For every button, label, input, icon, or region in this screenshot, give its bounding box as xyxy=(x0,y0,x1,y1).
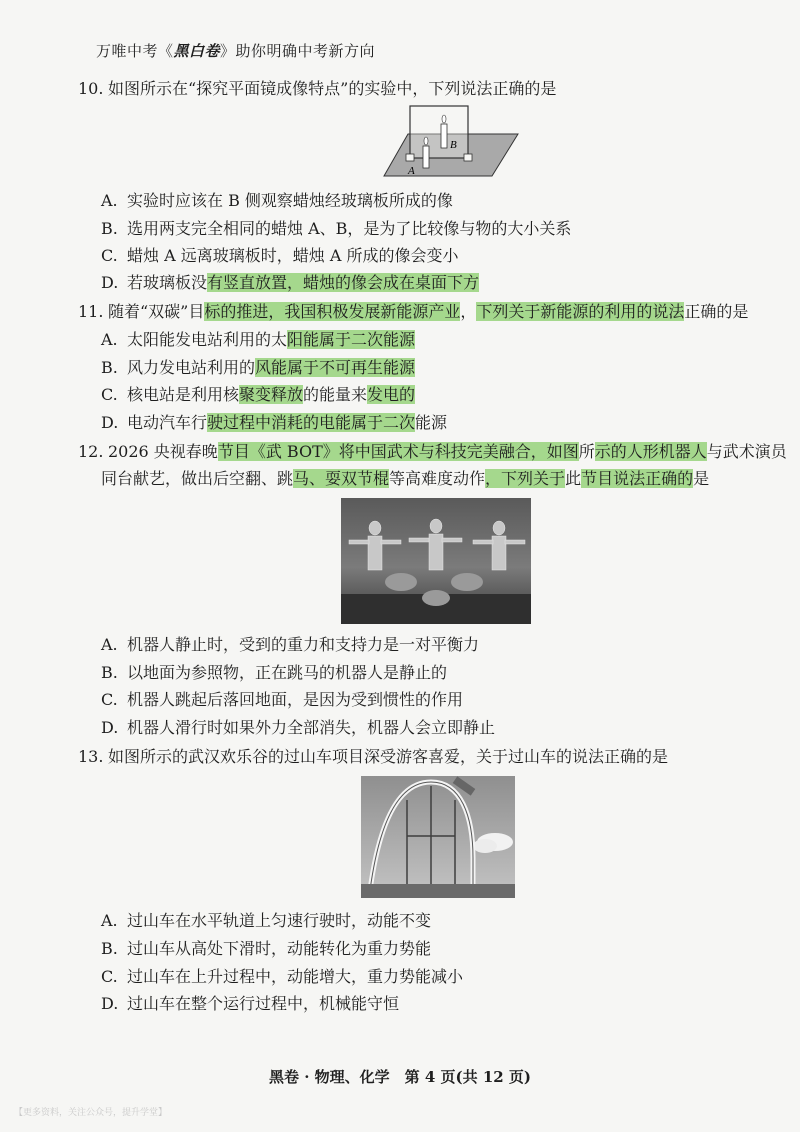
highlighted-text: 示的人形机器人 xyxy=(594,442,707,461)
candle-b xyxy=(441,124,447,148)
candle-a-flame xyxy=(424,137,428,145)
q10-option-d xyxy=(101,270,479,296)
option-text: 的能量来 xyxy=(303,385,368,404)
q13-option-c xyxy=(101,964,463,990)
q11-option-a xyxy=(101,327,415,353)
robot-performance-photo xyxy=(341,498,531,624)
performer-body xyxy=(429,534,443,570)
watermark: 【更多资料，关注公众号，提升学堂】 xyxy=(14,1108,168,1118)
option-text: 蜡烛 A 远离玻璃板时，蜡烛 A 所成的像会变小 xyxy=(127,246,459,265)
question-12-stem-line2 xyxy=(101,466,709,492)
performer-head xyxy=(430,519,442,533)
option-label: B. xyxy=(101,358,118,377)
option-text: 以地面为参照物，正在跳马的机器人是静止的 xyxy=(127,663,448,682)
performer-arm xyxy=(409,538,429,542)
option-text: 电动汽车行 xyxy=(127,413,208,432)
option-text: 能源 xyxy=(415,413,448,432)
glass-plate xyxy=(410,106,468,158)
q10-option-b xyxy=(101,216,571,242)
option-text: 过山车在整个运行过程中，机械能守恒 xyxy=(127,994,400,1013)
page-footer: 黑卷 · 物理、化学 第 4 页(共 12 页) xyxy=(268,1068,532,1086)
plate-stand-left xyxy=(406,154,414,161)
q13-option-a xyxy=(101,908,431,934)
page-header xyxy=(96,40,375,61)
performer-body xyxy=(492,536,506,570)
option-text: 太阳能发电站利用的太 xyxy=(127,330,288,349)
candle-b-flame xyxy=(442,115,446,123)
question-number: 10. xyxy=(78,79,104,98)
header-suffix: 》助你明确中考新方向 xyxy=(220,42,376,60)
plate-stand-right xyxy=(464,154,472,161)
highlighted-text: 聚变释放 xyxy=(239,385,304,404)
highlighted-text: 驶过程中消耗的电能属于二次 xyxy=(207,413,416,432)
candle-a xyxy=(423,146,429,168)
question-number: 13. xyxy=(78,747,104,766)
highlighted-text: 有竖直放置，蜡烛的像会成在桌面下方 xyxy=(207,273,480,292)
highlighted-text: 马、耍双节棍 xyxy=(293,469,390,488)
option-text: 过山车在上升过程中，动能增大，重力势能减小 xyxy=(127,967,464,986)
option-text: 机器人静止时，受到的重力和支持力是一对平衡力 xyxy=(127,635,480,654)
question-text: 同台献艺，做出后空翻、跳 xyxy=(101,469,294,488)
q12-option-c xyxy=(101,687,463,713)
q10-option-a xyxy=(101,188,453,214)
option-label: C. xyxy=(101,385,118,404)
label-a: A xyxy=(408,165,415,177)
highlighted-text: 阳能属于二次能源 xyxy=(287,330,416,349)
robot xyxy=(422,590,450,606)
option-label: B. xyxy=(101,939,118,958)
highlighted-text: 美融合，如图 xyxy=(482,442,579,461)
performer-arm xyxy=(505,540,525,544)
option-label: C. xyxy=(101,246,118,265)
highlighted-text: 标的推进，我国积极发展新能源产业 xyxy=(204,302,461,321)
question-12-stem-line1 xyxy=(78,439,787,465)
question-text: 如图所示在“探究平面镜成像特点”的实验中，下列说法正确的是 xyxy=(108,79,557,98)
highlighted-text: 节目说法正确的 xyxy=(581,469,694,488)
option-label: B. xyxy=(101,219,118,238)
option-label: C. xyxy=(101,690,118,709)
ground-trees xyxy=(361,884,515,898)
option-label: D. xyxy=(101,994,119,1013)
highlighted-text: ，下列关于 xyxy=(485,469,566,488)
q10-option-c xyxy=(101,243,458,269)
option-label: D. xyxy=(101,413,119,432)
question-text: 随着“双碳”目 xyxy=(108,302,205,321)
cloud xyxy=(473,839,497,853)
question-text: 此 xyxy=(565,469,582,488)
question-13-stem xyxy=(78,744,668,770)
question-10-stem xyxy=(78,76,556,102)
q13-option-b xyxy=(101,936,431,962)
option-text: 机器人跳起后落回地面，是因为受到惯性的作用 xyxy=(127,690,464,709)
option-label: B. xyxy=(101,663,118,682)
label-b: B xyxy=(450,139,457,151)
option-label: A. xyxy=(101,191,118,210)
option-text: 过山车从高处下滑时，动能转化为重力势能 xyxy=(127,939,432,958)
q12-option-b xyxy=(101,660,447,686)
option-text: 核电站是利用核 xyxy=(127,385,240,404)
performer-arm xyxy=(473,540,493,544)
question-text: 等高难度动作 xyxy=(389,469,486,488)
highlighted-text: 节目《武 BOT》将中国武术与科技完 xyxy=(217,442,483,461)
q12-option-a xyxy=(101,632,479,658)
question-text: 是 xyxy=(693,469,710,488)
question-number: 11. xyxy=(78,302,104,321)
highlighted-text: 风能属于不可再生能源 xyxy=(255,358,416,377)
performer-arm xyxy=(381,540,401,544)
option-label: A. xyxy=(101,330,118,349)
option-text: 机器人滑行时如果外力全部消失，机器人会立即静止 xyxy=(127,718,496,737)
question-text: 2026 央视春晚 xyxy=(108,442,218,461)
q13-option-d xyxy=(101,991,399,1017)
option-text: 过山车在水平轨道上匀速行驶时，动能不变 xyxy=(127,911,432,930)
roller-coaster-photo xyxy=(361,776,515,898)
question-text: 正确的是 xyxy=(684,302,749,321)
option-label: C. xyxy=(101,967,118,986)
question-text: 如图所示的武汉欢乐谷的过山车项目深受游客喜爱，关于过山车的说法正确的是 xyxy=(108,747,669,766)
option-text: 实验时应该在 B 侧观察蜡烛经玻璃板所成的像 xyxy=(127,191,453,210)
question-number: 12. xyxy=(78,442,104,461)
performer-head xyxy=(493,521,505,535)
highlighted-text: 下列关于新能源的利用的说法 xyxy=(476,302,685,321)
option-label: A. xyxy=(101,911,118,930)
robot xyxy=(385,573,417,591)
option-text: 若玻璃板没 xyxy=(127,273,208,292)
question-text: 与武术演员 xyxy=(706,442,787,461)
option-label: D. xyxy=(101,273,119,292)
header-brand: 黑白卷 xyxy=(173,42,221,60)
performer-head xyxy=(369,521,381,535)
highlighted-text: 发电的 xyxy=(367,385,416,404)
robot xyxy=(451,573,483,591)
option-label: A. xyxy=(101,635,118,654)
q11-option-c xyxy=(101,382,415,408)
performer-arm xyxy=(442,538,462,542)
performer-body xyxy=(368,536,382,570)
q12-option-d xyxy=(101,715,495,741)
plane-mirror-figure xyxy=(380,104,520,182)
question-11-stem xyxy=(78,299,748,325)
performer-arm xyxy=(349,540,369,544)
q11-option-d xyxy=(101,410,447,436)
q11-option-b xyxy=(101,355,415,381)
question-text: 所 xyxy=(578,442,595,461)
option-label: D. xyxy=(101,718,119,737)
header-prefix: 万唯中考《 xyxy=(96,42,174,60)
option-text: 选用两支完全相同的蜡烛 A、B，是为了比较像与物的大小关系 xyxy=(127,219,572,238)
question-text: ， xyxy=(460,302,477,321)
option-text: 风力发电站利用的 xyxy=(127,358,256,377)
